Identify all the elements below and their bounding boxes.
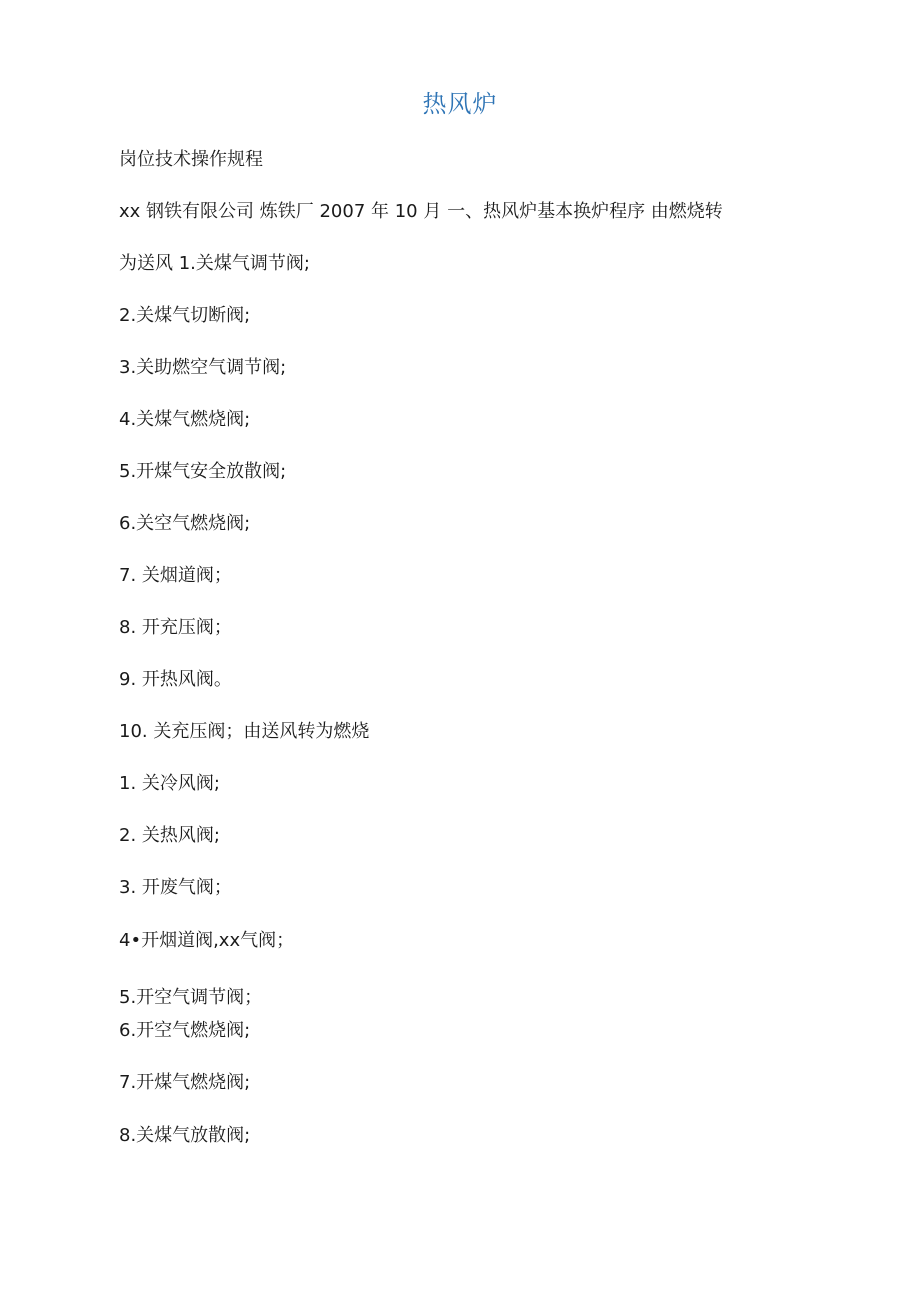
step-blast-to-burn: 7.开煤气燃烧阀; [119, 1072, 251, 1093]
step-burn-to-blast: 6.关空气燃烧阀; [119, 513, 251, 534]
step-blast-to-burn: 3. 开废气阀； [119, 877, 232, 898]
header-line-1: xx 钢铁有限公司 炼铁厂 2007 年 10 月 一、热风炉基本换炉程序 由燃烧转 [119, 201, 723, 222]
step-blast-to-burn: 6.开空气燃烧阀; [119, 1020, 251, 1041]
step-burn-to-blast: 9. 开热风阀。 [119, 669, 232, 690]
step-burn-to-blast: 7. 关烟道阀； [119, 565, 232, 586]
header-line-2: 为送风 1.关煤气调节阀; [119, 253, 310, 274]
step-burn-to-blast: 10. 关充压阀；由送风转为燃烧 [119, 721, 370, 742]
step-burn-to-blast: 2.关煤气切断阀; [119, 305, 251, 326]
step-blast-to-burn: 8.关煤气放散阀; [119, 1125, 251, 1146]
step-blast-to-burn: 1. 关冷风阀; [119, 773, 220, 794]
step-burn-to-blast: 5.开煤气安全放散阀; [119, 461, 287, 482]
step-burn-to-blast: 8. 开充压阀； [119, 617, 232, 638]
step-blast-to-burn: 2. 关热风阀; [119, 825, 220, 846]
step-blast-to-burn: 4•开烟道阀,xx气阀； [119, 930, 295, 951]
document-subtitle: 岗位技术操作规程 [119, 149, 263, 170]
step-burn-to-blast: 3.关助燃空气调节阀; [119, 357, 287, 378]
document-title: 热风炉 [422, 90, 498, 118]
step-burn-to-blast: 4.关煤气燃烧阀; [119, 409, 251, 430]
step-blast-to-burn: 5.开空气调节阀； [119, 987, 263, 1008]
